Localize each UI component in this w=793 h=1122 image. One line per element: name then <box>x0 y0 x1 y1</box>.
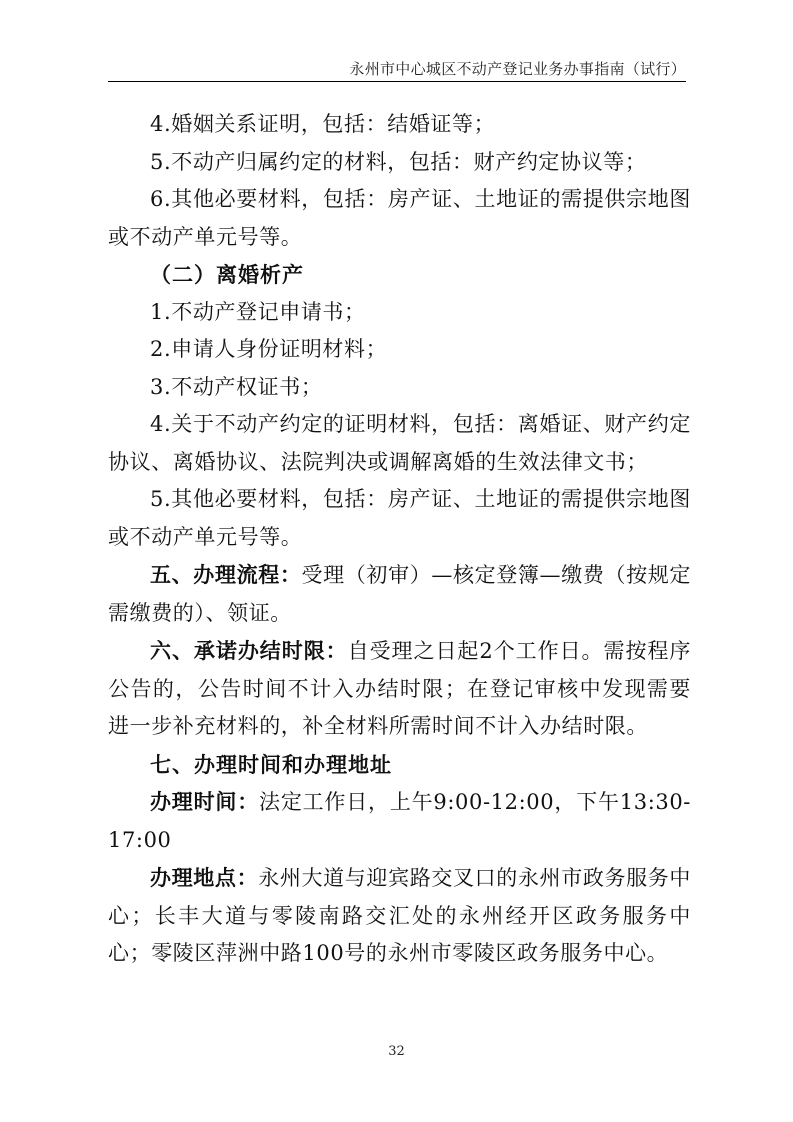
process-paragraph <box>108 556 691 632</box>
list-item-other-materials: 6.其他必要材料，包括：房产证、土地证的需提供宗地图或不动产单元号等。 <box>108 187 691 249</box>
document-body <box>108 106 691 973</box>
process-label: 五、办理流程： <box>150 562 302 587</box>
list-item-identity-proof: 2.申请人身份证明材料； <box>150 337 388 361</box>
time-limit-paragraph <box>108 632 691 746</box>
section-seven-heading: 七、办理时间和办理地址 <box>150 751 392 777</box>
list-item-agreement-proof: 4.关于不动产约定的证明材料，包括：离婚证、财产约定协议、离婚协议、法院判决或调解离婚的生效法律文书； <box>108 412 691 474</box>
time-limit-label: 六、承诺办结时限： <box>150 638 348 663</box>
list-item-marriage-proof: 4.婚姻关系证明，包括：结婚证等； <box>150 112 496 136</box>
office-address-paragraph <box>108 859 691 973</box>
list-item-property-certificate: 3.不动产权证书； <box>150 374 323 399</box>
office-address-label: 办理地点： <box>150 865 259 890</box>
office-hours-paragraph <box>108 783 691 859</box>
office-hours-text: 法定工作日，上午9:00-12:00，下午13:30-17:00 <box>108 790 692 852</box>
list-item-ownership-agreement: 5.不动产归属约定的材料，包括：财产约定协议等； <box>150 149 647 174</box>
office-address-text: 永州大道与迎宾路交叉口的永州市政务服务中心；长丰大道与零陵南路交汇处的永州经开区政务服务中心；零陵区萍洲中路100号的永州市零陵区政务服务中心。 <box>108 866 692 965</box>
list-item-application-form: 1.不动产登记申请书； <box>150 299 366 324</box>
subsection-heading-divorce: （二）离婚析产 <box>150 262 304 287</box>
process-text: 受理（初审）—核定登簿—缴费（按规定需缴费的）、领证。 <box>108 563 691 625</box>
document-header: 永州市中心城区不动产登记业务办事指南（试行） <box>349 60 686 78</box>
page-number: 32 <box>388 1044 405 1059</box>
office-hours-label: 办理时间： <box>150 789 260 814</box>
list-item-other-materials: 5.其他必要材料，包括：房产证、土地证的需提供宗地图或不动产单元号等。 <box>108 487 691 549</box>
header-divider <box>108 81 686 82</box>
time-limit-text: 自受理之日起2个工作日。需按程序公告的，公告时间不计入办结时限；在登记审核中发现需要进一步补充材料的，补全材料所需时间不计入办结时限。 <box>108 639 691 738</box>
